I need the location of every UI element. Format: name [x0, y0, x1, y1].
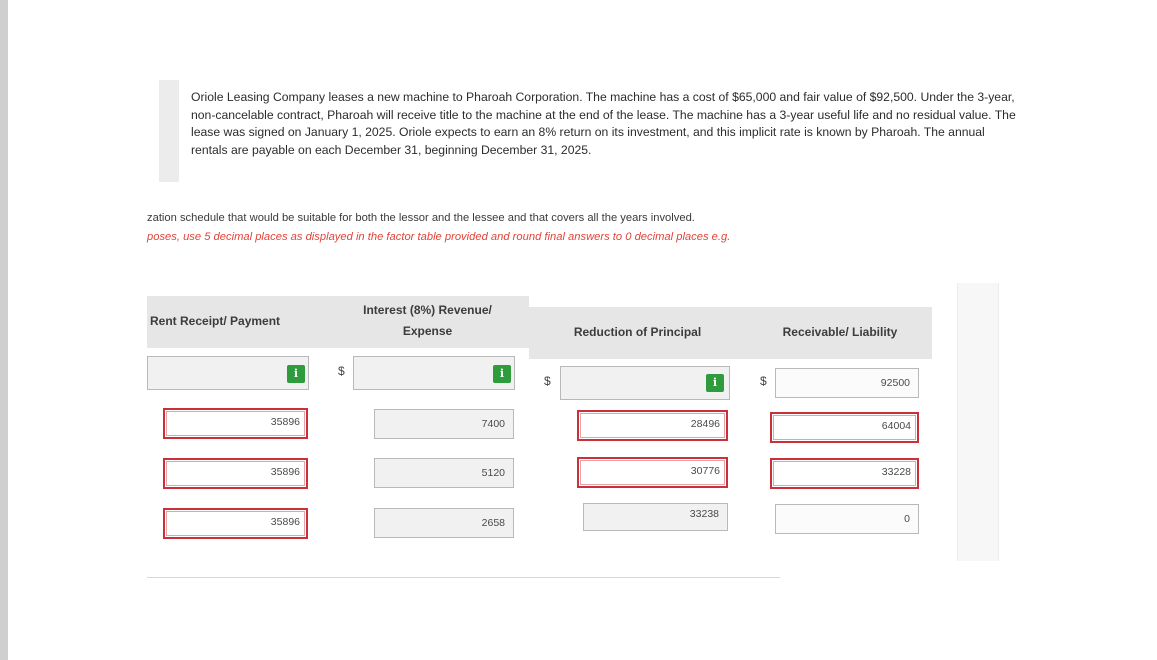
interest-input-year2[interactable]: 5120	[374, 458, 514, 488]
balance-input-year3[interactable]: 0	[775, 504, 919, 534]
reduction-input-initial[interactable]	[560, 366, 730, 400]
table-bottom-divider	[147, 577, 780, 578]
rent-input-initial[interactable]	[147, 356, 309, 390]
reduction-input-year1[interactable]: 28496	[577, 410, 728, 441]
info-icon[interactable]: i	[493, 365, 511, 383]
window-left-edge	[0, 0, 8, 660]
interest-input-year3[interactable]: 2658	[374, 508, 514, 538]
header-interest-line2: Expense	[402, 324, 453, 338]
problem-accent-bar	[159, 80, 179, 182]
currency-symbol: $	[760, 374, 767, 388]
instruction-text: zation schedule that would be suitable for both the lessor and the lessee and that covers all the years involved.	[147, 212, 695, 224]
info-icon[interactable]: i	[287, 365, 305, 383]
reduction-input-year2[interactable]: 30776	[577, 457, 728, 488]
header-reduction-of-principal: Reduction of Principal	[573, 325, 702, 339]
problem-text: Oriole Leasing Company leases a new machine to Pharoah Corporation. The machine has a cost of $65,000 and fair value of $92,500. Under the 3-year, non-cancelable contract, Pharoah will receive title to the machine at the end of the lease. The machine has a 3-year useful life and no residual value. The lease was signed on January 1, 2025. Oriole expects to earn an 8% return on its investment, and this implicit rate is known by Pharoah. The annual rentals are payable on each December 31, beginning December 31, 2025.	[191, 90, 1016, 157]
interest-input-initial[interactable]	[353, 356, 515, 390]
balance-input-year1[interactable]: 64004	[770, 412, 919, 443]
rent-input-year3[interactable]: 35896	[163, 508, 308, 539]
rounding-instruction: poses, use 5 decimal places as displayed in the factor table provided and round final answers to 0 decimal places e.g.	[147, 231, 731, 243]
balance-input-initial[interactable]: 92500	[775, 368, 919, 398]
header-rent-receipt-payment: Rent Receipt/ Payment	[150, 314, 281, 328]
rent-input-year1[interactable]: 35896	[163, 408, 308, 439]
currency-symbol: $	[338, 364, 345, 378]
header-receivable-liability: Receivable/ Liability	[782, 325, 898, 339]
side-panel	[957, 283, 999, 561]
currency-symbol: $	[544, 374, 551, 388]
reduction-input-year3[interactable]: 33238	[583, 503, 728, 531]
interest-input-year1[interactable]: 7400	[374, 409, 514, 439]
info-icon[interactable]: i	[706, 374, 724, 392]
rent-input-year2[interactable]: 35896	[163, 458, 308, 489]
problem-statement	[159, 80, 1029, 182]
balance-input-year2[interactable]: 33228	[770, 458, 919, 489]
header-interest-line1: Interest (8%) Revenue/	[363, 303, 492, 317]
